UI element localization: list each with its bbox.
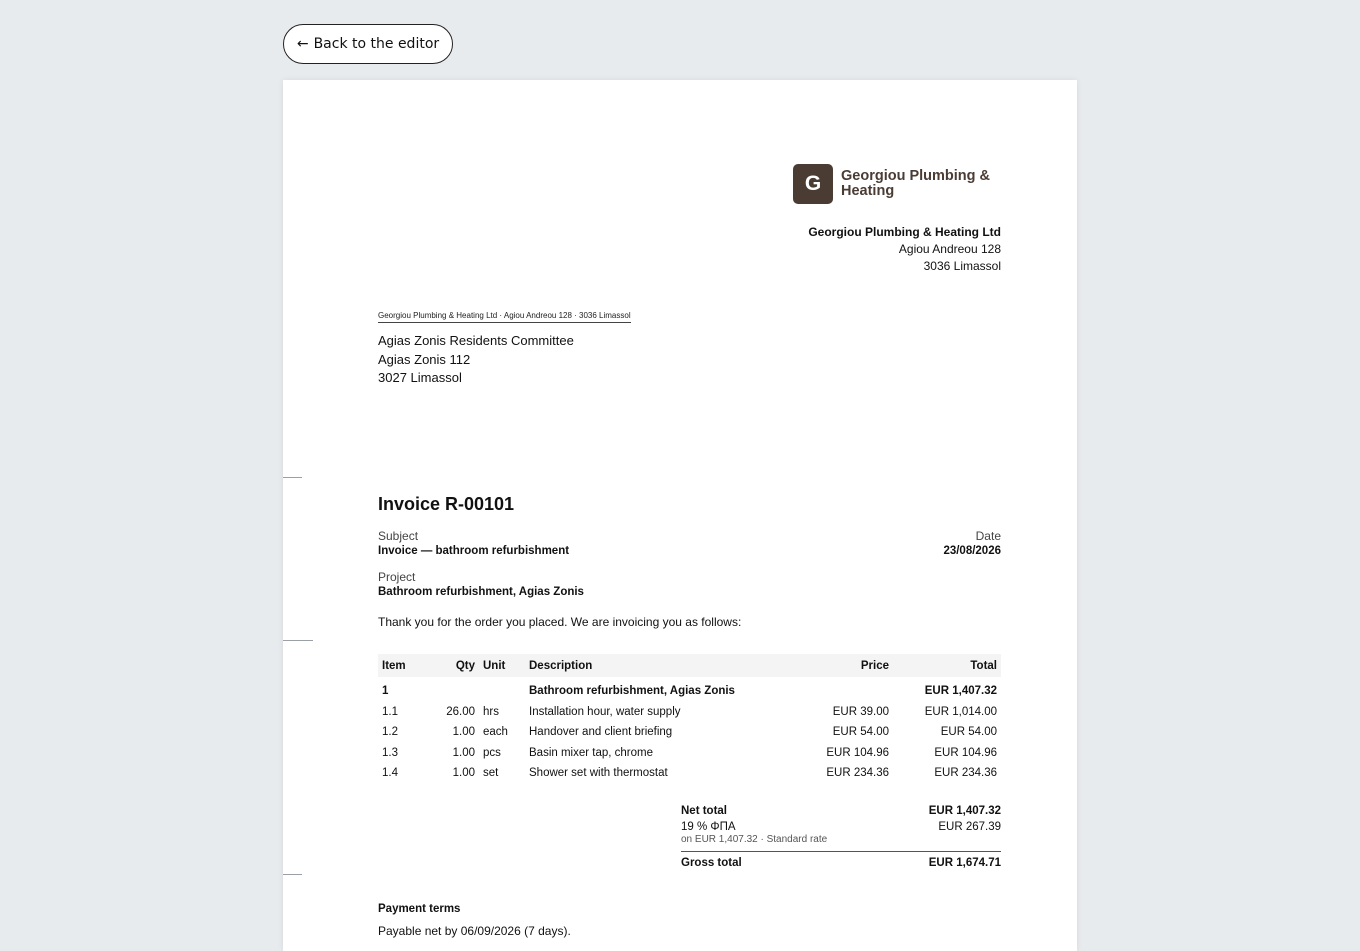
cell-price: EUR 104.96 xyxy=(826,746,889,759)
cell-description: Shower set with thermostat xyxy=(529,767,668,780)
table-row xyxy=(378,743,1001,764)
project-label: Project xyxy=(378,570,416,584)
payment-terms-text: Payable net by 06/09/2026 (7 days). xyxy=(378,924,571,938)
col-header-item: Item xyxy=(378,654,433,677)
cell-item: 1.4 xyxy=(382,767,398,780)
vat-note: on EUR 1,407.32 · Standard rate xyxy=(681,834,828,845)
cell-qty: 1.00 xyxy=(452,746,475,759)
cell-description: Installation hour, water supply xyxy=(529,705,681,718)
cell-price: EUR 39.00 xyxy=(832,705,889,718)
project-value: Bathroom refurbishment, Agias Zonis xyxy=(378,586,584,598)
sender-street: Agiou Andreou 128 xyxy=(898,242,1001,256)
col-header-description: Description xyxy=(525,654,795,677)
net-total-label: Net total xyxy=(681,805,727,817)
vat-value: EUR 267.39 xyxy=(938,821,1001,833)
project-block xyxy=(378,570,584,598)
col-header-total: Total xyxy=(893,654,1001,677)
cell-total: EUR 1,407.32 xyxy=(924,685,997,698)
sender-city: 3036 Limassol xyxy=(923,259,1001,273)
table-row xyxy=(378,702,1001,723)
net-total-row xyxy=(681,805,1001,817)
cell-total: EUR 104.96 xyxy=(934,746,997,759)
table-row xyxy=(378,722,1001,743)
cell-price: EUR 234.36 xyxy=(826,767,889,780)
logo-wordmark: Georgiou Plumbing & Heating xyxy=(841,168,991,199)
col-header-unit: Unit xyxy=(479,654,525,677)
return-address-line: Georgiou Plumbing & Heating Ltd · Agiou Andreou 128 · 3036 Limassol xyxy=(378,311,631,323)
payment-terms-title: Payment terms xyxy=(378,903,461,915)
sender-name: Georgiou Plumbing & Heating Ltd xyxy=(808,225,1001,239)
cell-qty: 26.00 xyxy=(446,705,475,718)
recipient-address xyxy=(378,332,574,388)
col-header-price: Price xyxy=(795,654,893,677)
fold-mark xyxy=(283,477,302,478)
recipient-city: 3027 Limassol xyxy=(378,370,462,385)
cell-description: Basin mixer tap, chrome xyxy=(529,746,653,759)
cell-description: Bathroom refurbishment, Agias Zonis xyxy=(529,685,735,698)
date-value: 23/08/2026 xyxy=(943,545,1001,557)
net-total-value: EUR 1,407.32 xyxy=(928,805,1001,817)
cell-price xyxy=(795,677,893,702)
invoice-title: Invoice R-00101 xyxy=(378,494,515,514)
cell-item: 1.1 xyxy=(382,705,398,718)
table-row xyxy=(378,763,1001,784)
gross-total-label: Gross total xyxy=(681,857,742,869)
back-to-editor-button[interactable] xyxy=(283,24,453,64)
cell-total: EUR 1,014.00 xyxy=(924,705,997,718)
cell-qty: 1.00 xyxy=(452,767,475,780)
cell-description: Handover and client briefing xyxy=(529,726,673,739)
cell-item: 1 xyxy=(382,685,389,698)
gross-total-value: EUR 1,674.71 xyxy=(928,857,1001,869)
company-logo xyxy=(793,164,991,204)
recipient-street: Agias Zonis 112 xyxy=(378,351,471,367)
cell-qty xyxy=(433,677,479,702)
subject-block xyxy=(378,529,569,557)
cell-total: EUR 54.00 xyxy=(940,726,997,739)
logo-icon: G xyxy=(793,164,833,204)
cell-total: EUR 234.36 xyxy=(934,767,997,780)
cell-price: EUR 54.00 xyxy=(832,726,889,739)
punch-mark xyxy=(283,640,313,641)
cell-unit: set xyxy=(483,767,499,780)
date-label: Date xyxy=(975,529,1001,543)
invoice-page xyxy=(283,80,1077,951)
col-header-qty: Qty xyxy=(433,654,479,677)
date-block xyxy=(943,529,1001,557)
vat-label: 19 % ΦΠΑ xyxy=(681,821,736,833)
sender-address xyxy=(808,224,1001,275)
fold-mark xyxy=(283,874,302,875)
table-row xyxy=(378,677,1001,702)
back-button-label: Back to the editor xyxy=(313,36,440,52)
cell-unit: hrs xyxy=(483,705,499,718)
arrow-left-icon: ← xyxy=(296,36,309,52)
line-items-table xyxy=(378,654,1001,784)
table-header-row xyxy=(378,654,1001,677)
subject-value: Invoice — bathroom refurbishment xyxy=(378,545,570,557)
cell-unit: pcs xyxy=(483,746,501,759)
cell-item: 1.2 xyxy=(382,726,398,739)
recipient-name: Agias Zonis Residents Committee xyxy=(378,333,574,348)
gross-total-row xyxy=(681,851,1001,869)
cell-unit: each xyxy=(483,726,508,739)
intro-text: Thank you for the order you placed. We are invoicing you as follows: xyxy=(378,615,742,629)
totals-block xyxy=(681,805,1001,869)
vat-row xyxy=(681,821,1001,833)
cell-unit xyxy=(479,677,525,702)
cell-qty: 1.00 xyxy=(452,726,475,739)
subject-label: Subject xyxy=(378,529,419,543)
cell-item: 1.3 xyxy=(382,746,398,759)
